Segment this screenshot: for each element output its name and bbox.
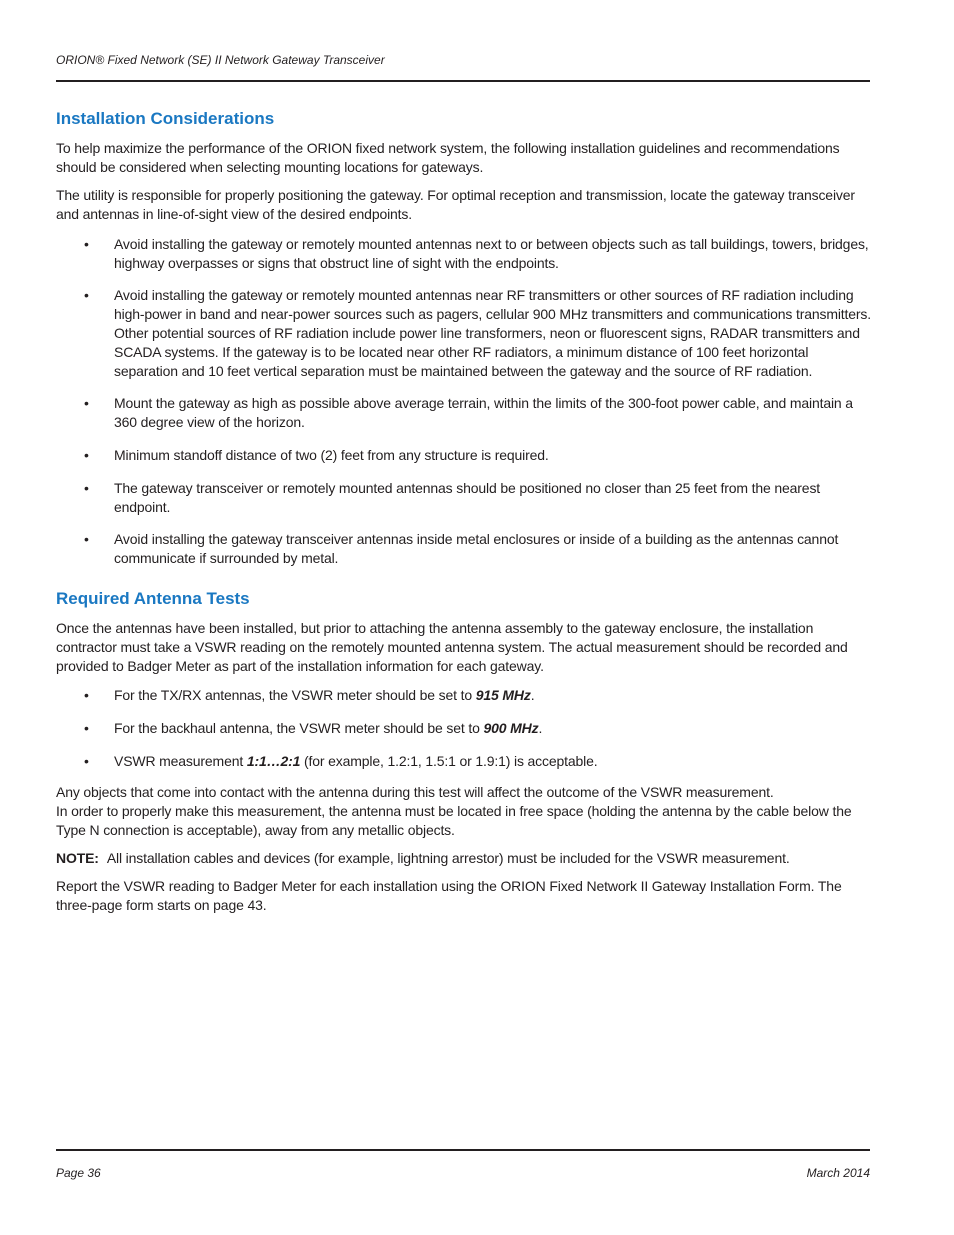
- paragraph: Once the antennas have been installed, but prior to attaching the antenna assembly to the gateway enclosure, the installation contractor must take a VSWR reading on the remotely mounted antenna system. The actual measurement should be recorded and provided to Badger Meter as part of the installation information for each gateway.: [56, 620, 848, 674]
- note-text: All installation cables and devices (for example, lightning arrestor) must be included for the VSWR measurement.: [106, 850, 790, 866]
- paragraph: Any objects that come into contact with the antenna during this test will affect the outcome of the VSWR measurement. In order to properly make this measurement, the antenna must be located in free space (holding the antenna by the cable below the Type N connection is acceptable), away from any metallic objects.: [56, 784, 852, 838]
- frequency-value: 900 MHz: [483, 720, 539, 736]
- page-number: Page 36: [56, 1166, 101, 1180]
- list-item: • Avoid installing the gateway transceiver antennas inside metal enclosures or inside of a building as the antennas cannot communicate if surrounded by metal.: [84, 531, 839, 566]
- note-label: NOTE:: [56, 850, 99, 866]
- list-item: • The gateway transceiver or remotely mounted antennas should be positioned no closer than 25 feet from the nearest endpoint.: [84, 480, 821, 515]
- installation-bullet-list: [56, 235, 872, 568]
- list-item: • For the backhaul antenna, the VSWR meter should be set to 900 MHz.: [84, 720, 543, 736]
- footer-rule: [56, 1149, 870, 1151]
- paragraph: To help maximize the performance of the ORION fixed network system, the following installation guidelines and recommendations should be considered when selecting mounting locations for gateways.: [56, 140, 840, 175]
- page-body: [56, 107, 872, 915]
- section-heading-installation: Installation Considerations: [56, 109, 275, 128]
- list-item: • For the TX/RX antennas, the VSWR meter should be set to 915 MHz.: [84, 687, 535, 703]
- frequency-value: 915 MHz: [475, 687, 531, 703]
- running-header: ORION® Fixed Network (SE) II Network Gateway Transceiver: [56, 53, 385, 67]
- list-item: • Avoid installing the gateway or remotely mounted antennas near RF transmitters or other sources of RF radiation including high-power in band and near-power sources such as pagers, cellular 900 MHz transmitters and communications transmitters. Other potential sources of RF radiation include power line transformers, neon or fluorescent signs, RADAR transmitters and SCADA systems. If the gateway is to be located near other RF radiators, a minimum distance of 100 feet horizontal separation and 10 feet vertical separation must be maintained between the gateway and the source of RF radiation.: [84, 287, 872, 379]
- note: [56, 849, 872, 868]
- paragraph: Report the VSWR reading to Badger Meter for each installation using the ORION Fixed Network II Gateway Installation Form. The three-page form starts on page 43.: [56, 878, 842, 913]
- vswr-range: 1:1…2:1: [246, 753, 301, 769]
- list-item: • VSWR measurement 1:1…2:1 (for example, 1.2:1, 1.5:1 or 1.9:1) is acceptable.: [84, 753, 598, 769]
- list-item: • Mount the gateway as high as possible above average terrain, within the limits of the 300-foot power cable, and maintain a 360 degree view of the horizon.: [84, 395, 853, 430]
- footer-date: March 2014: [806, 1166, 870, 1180]
- list-item: • Minimum standoff distance of two (2) feet from any structure is required.: [84, 447, 549, 463]
- paragraph: The utility is responsible for properly positioning the gateway. For optimal reception and transmission, locate the gateway transceiver and antennas in line-of-sight view of the desired endpoints.: [56, 187, 855, 222]
- header-rule: [56, 80, 870, 82]
- section-heading-antenna-tests: Required Antenna Tests: [56, 589, 250, 608]
- list-item: • Avoid installing the gateway or remotely mounted antennas next to or between objects such as tall buildings, towers, bridges, highway overpasses or signs that obstruct line of sight with the endpoints.: [84, 236, 869, 271]
- antenna-test-bullet-list: [56, 686, 872, 771]
